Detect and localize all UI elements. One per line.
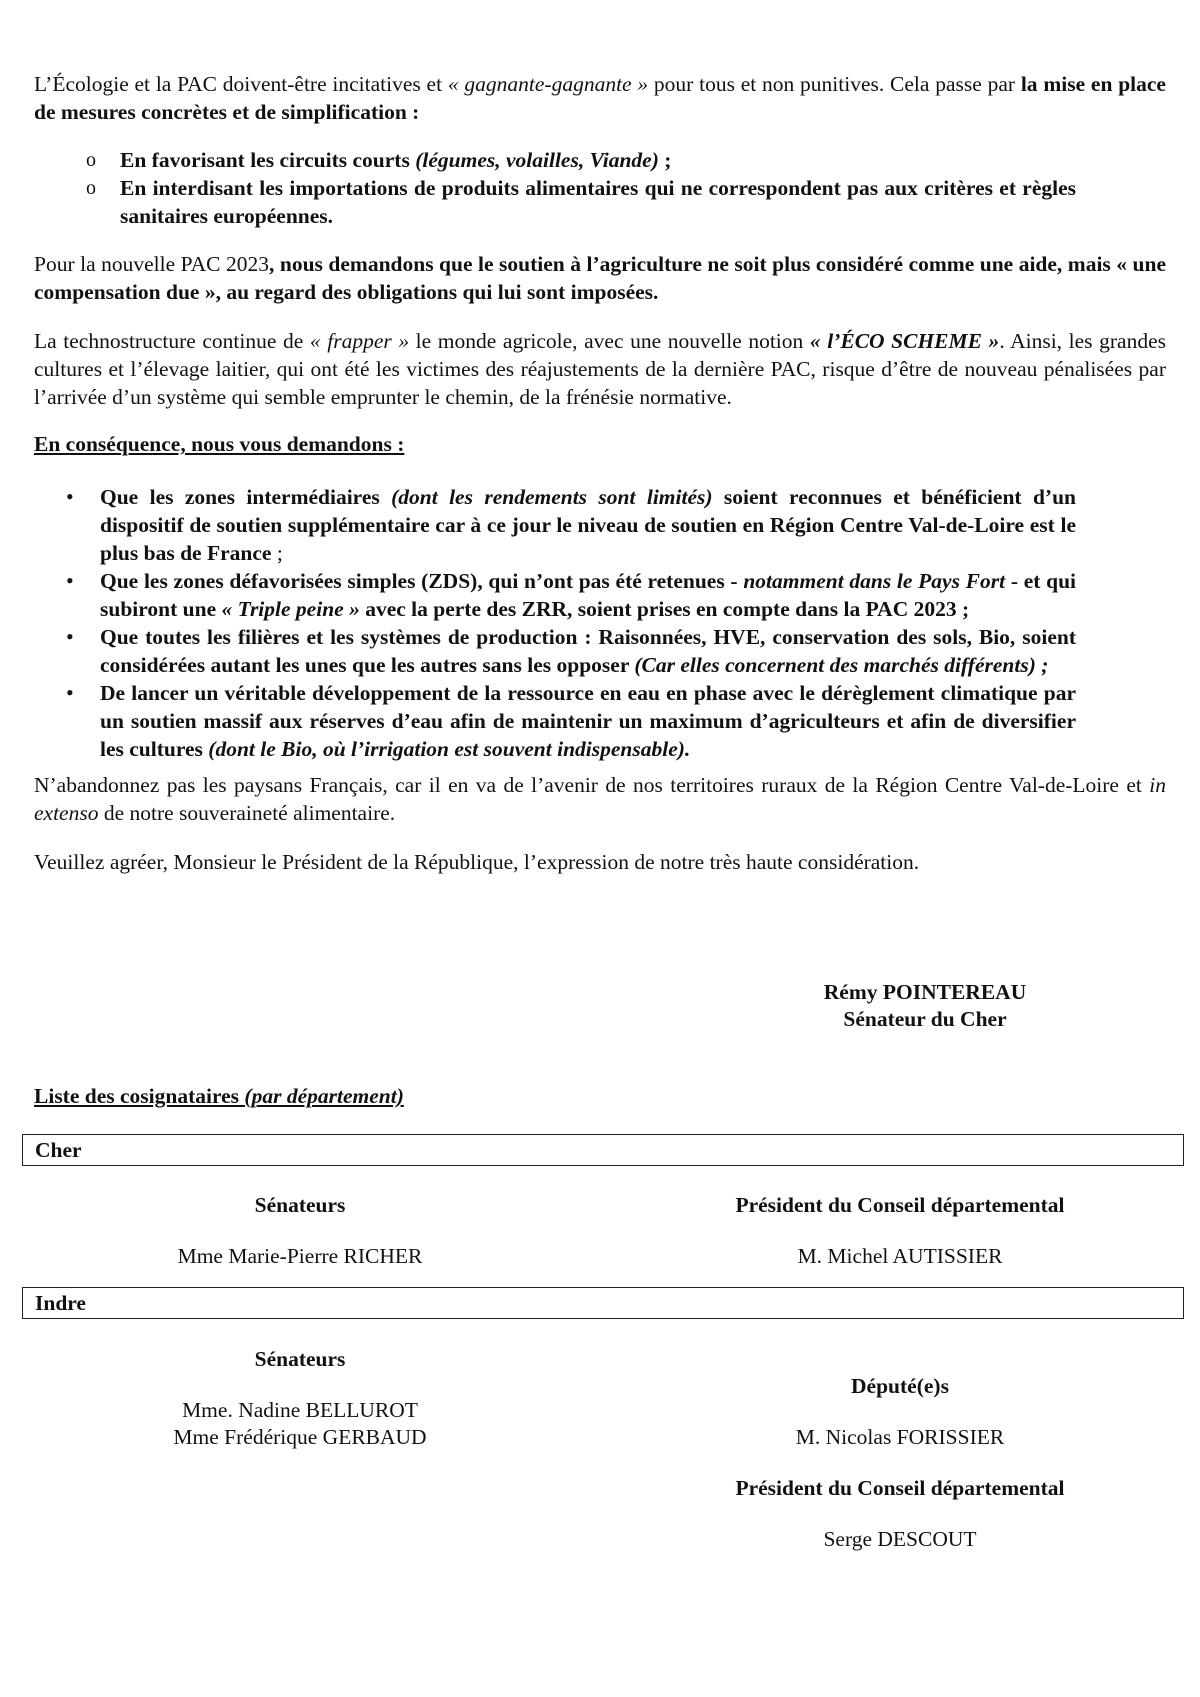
cosign-heading-text: Liste des cosignataires: [34, 1084, 245, 1108]
closing-text: N’abandonnez pas les paysans Français, car il en va de l’avenir de nos territoires ruraux de la Région Centre Val-de-Loire et: [34, 773, 1150, 797]
intro-text: L’Écologie et la PAC doivent-être incitatives et: [34, 72, 448, 96]
circle-bullet-icon: o: [86, 177, 96, 199]
request-italic: (dont les rendements sont limités): [391, 485, 713, 509]
requests-list: [66, 483, 1077, 763]
techno-text-2: le monde agricole, avec une nouvelle notion: [409, 329, 810, 353]
consequence-heading: En conséquence, nous vous demandons :: [34, 432, 405, 456]
list-item: [86, 146, 1076, 174]
cosign-heading: [34, 1082, 1166, 1110]
list-item: [66, 483, 1076, 567]
measure-italic: (légumes, volailles, Viande): [415, 148, 659, 172]
circle-bullet-icon: o: [86, 149, 96, 171]
intro-quote: « gagnante-gagnante »: [447, 72, 649, 96]
request-text: Que toutes les filières et les systèmes de production : Raisonnées, HVE, conservation des sols, Bio, soient considérées autant les unes que les autres sans les opposer: [100, 625, 1076, 677]
list-item: [66, 679, 1076, 763]
intro-text-2: pour tous et non punitives. Cela passe par: [648, 72, 1021, 96]
intro-emphasis: la mise en place de mesures concrètes et de simplification :: [34, 72, 1166, 124]
techno-quote: « frapper »: [309, 329, 410, 353]
measure-end: ;: [658, 148, 672, 172]
pac-text: Pour la nouvelle PAC 2023: [34, 252, 270, 276]
pac-emphasis: , nous demandons que le soutien à l’agriculture ne soit plus considéré comme une aide, mais « une compensation due », au regard des obligations qui lui sont imposées.: [34, 252, 1166, 304]
council-president-name: M. Michel AUTISSIER: [797, 1244, 1003, 1268]
closing-text-2: de notre souveraineté alimentaire.: [98, 801, 396, 825]
request-italic-2: « Triple peine »: [221, 597, 360, 621]
request-italic: (Car elles concernent des marchés différents) ;: [634, 653, 1049, 677]
techno-text: La technostructure continue de: [34, 329, 310, 353]
council-president-name: Serge DESCOUT: [823, 1527, 977, 1551]
bullet-icon: •: [66, 624, 74, 649]
request-italic: notamment dans le Pays Fort: [743, 569, 1006, 593]
measure-text: En interdisant les importations de produits alimentaires qui ne correspondent pas aux critères et règles sanitaires européennes.: [120, 176, 1076, 228]
list-item: [66, 623, 1076, 679]
request-text-2: soient reconnues et bénéficient d’un dispositif de soutien supplémentaire car à ce jour le niveau de soutien en Région Centre Val-de-Loire est le plus bas de France: [100, 485, 1076, 565]
senators-title: Sénateurs: [254, 1193, 346, 1217]
technostructure-paragraph: [34, 327, 1166, 411]
deputy-name: M. Nicolas FORISSIER: [795, 1425, 1005, 1449]
senator-name: Mme Marie-Pierre RICHER: [177, 1244, 423, 1268]
deputies-title: Député(e)s: [851, 1374, 949, 1398]
request-text: Que les zones défavorisées simples (ZDS), qui n’ont pas été retenues -: [100, 569, 744, 593]
department-name: Cher: [35, 1138, 82, 1162]
council-president-title: Président du Conseil départemental: [735, 1193, 1065, 1217]
council-president-title: Président du Conseil départemental: [735, 1476, 1065, 1500]
eco-scheme-quote: « l’ÉCO SCHEME »: [809, 329, 1000, 353]
department-name: Indre: [35, 1291, 86, 1315]
request-text-2: - et qui subiront une: [100, 569, 1077, 621]
bullet-icon: •: [66, 680, 74, 705]
measures-list: [86, 146, 1076, 230]
department-header-cher: [22, 1134, 1184, 1166]
signatory-title: Sénateur du Cher: [843, 1007, 1007, 1031]
request-text: De lancer un véritable développement de la ressource en eau en phase avec le dérèglement climatique par un soutien massif aux réserves d’eau afin de maintenir un maximum d’agriculteurs et afin de diversifier les cultures: [100, 681, 1076, 761]
senator-name: Mme. Nadine BELLUROT: [182, 1398, 418, 1422]
request-end: ;: [271, 541, 283, 565]
department-header-indre: [22, 1287, 1184, 1319]
senator-name: Mme Frédérique GERBAUD: [173, 1425, 427, 1449]
signatory-name: Rémy POINTEREAU: [823, 980, 1027, 1004]
request-text-3: avec la perte des ZRR, soient prises en compte dans la PAC 2023 ;: [359, 597, 970, 621]
measure-text: En favorisant les circuits courts: [120, 148, 416, 172]
list-item: [66, 567, 1077, 623]
closing-paragraph: [34, 771, 1166, 827]
bullet-icon: •: [66, 568, 74, 593]
intro-paragraph: [34, 70, 1166, 126]
senators-title: Sénateurs: [254, 1347, 346, 1371]
techno-text-3: . Ainsi, les grandes cultures et l’élevage laitier, qui ont été les victimes des réajustements de la dernière PAC, risque d’être de nouveau pénalisées par l’arrivée d’un système qui semble emprunter le chemin, de la frénésie normative.: [34, 329, 1166, 409]
closing-italic: in extenso: [34, 773, 1166, 825]
bullet-icon: •: [66, 484, 74, 509]
cosign-heading-italic: (par département): [244, 1084, 404, 1108]
salutation-paragraph: Veuillez agréer, Monsieur le Président de la République, l’expression de notre très haute considération.: [34, 850, 920, 874]
list-item: [86, 174, 1076, 230]
request-text: Que les zones intermédiaires: [100, 485, 392, 509]
request-italic: (dont le Bio, où l’irrigation est souvent indispensable).: [208, 737, 691, 761]
pac-paragraph: [34, 250, 1166, 306]
